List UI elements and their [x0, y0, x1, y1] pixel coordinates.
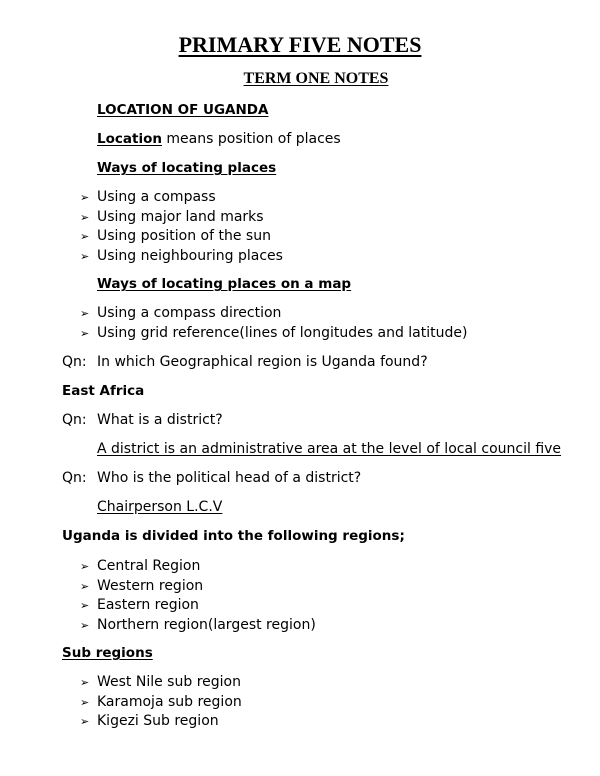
- question-label: Qn:: [62, 354, 87, 370]
- list-item: ➢ Central Region: [80, 558, 201, 574]
- location-definition-text: means position of places: [161, 131, 341, 147]
- list-item: ➢ Using position of the sun: [80, 228, 271, 244]
- list-item: ➢ Karamoja sub region: [80, 693, 242, 710]
- page-title: PRIMARY FIVE NOTES: [178, 32, 422, 57]
- subregions-heading: Sub regions: [62, 645, 153, 661]
- question-label: Qn:: [62, 412, 87, 428]
- list-item: ➢ Using a compass: [80, 189, 216, 205]
- arrowhead-bullet-icon: ➢: [80, 676, 90, 689]
- arrowhead-bullet-icon: ➢: [80, 579, 90, 593]
- location-heading: LOCATION OF UGANDA: [97, 102, 269, 118]
- list-item: ➢ Northern region(largest region): [80, 616, 316, 633]
- list-item: ➢ West Nile sub region: [80, 674, 241, 690]
- location-term: Location: [97, 131, 162, 147]
- list-item: ➢ Kigezi Sub region: [80, 713, 219, 729]
- subregions-list: [80, 673, 242, 732]
- page-subtitle: TERM ONE NOTES: [243, 70, 389, 87]
- question-text: In which Geographical region is Uganda found?: [97, 354, 428, 370]
- list-item: ➢ Eastern region: [80, 597, 199, 613]
- arrowhead-bullet-icon: ➢: [80, 560, 90, 573]
- arrowhead-bullet-icon: ➢: [80, 695, 90, 709]
- answer-text: Chairperson L.C.V: [97, 499, 223, 515]
- arrowhead-bullet-icon: ➢: [80, 599, 90, 612]
- arrowhead-bullet-icon: ➢: [80, 249, 90, 263]
- ways-heading: Ways of locating places: [97, 160, 277, 176]
- arrowhead-bullet-icon: ➢: [80, 210, 90, 224]
- map-list: [80, 304, 468, 343]
- map-heading: Ways of locating places on a map: [97, 276, 352, 292]
- list-item: ➢ Using major land marks: [80, 208, 264, 225]
- list-item: ➢ Using grid reference(lines of longitudes and latitude): [80, 324, 468, 341]
- regions-heading: Uganda is divided into the following regions;: [62, 528, 405, 544]
- question-text: Who is the political head of a district?: [97, 470, 362, 486]
- arrowhead-bullet-icon: ➢: [80, 191, 90, 204]
- regions-list: [80, 557, 316, 635]
- question-label: Qn:: [62, 470, 87, 486]
- ways-list: [80, 188, 283, 266]
- answer-text: A district is an administrative area at the level of local council five: [97, 441, 562, 457]
- question-text: What is a district?: [97, 412, 223, 428]
- list-item: ➢ Using neighbouring places: [80, 247, 283, 264]
- answer-text: East Africa: [62, 383, 145, 399]
- arrowhead-bullet-icon: ➢: [80, 715, 90, 728]
- arrowhead-bullet-icon: ➢: [80, 326, 90, 340]
- arrowhead-bullet-icon: ➢: [80, 230, 90, 243]
- list-item: ➢ Western region: [80, 577, 204, 594]
- location-definition: [97, 131, 341, 147]
- arrowhead-bullet-icon: ➢: [80, 307, 90, 320]
- arrowhead-bullet-icon: ➢: [80, 618, 90, 632]
- list-item: ➢ Using a compass direction: [80, 305, 282, 321]
